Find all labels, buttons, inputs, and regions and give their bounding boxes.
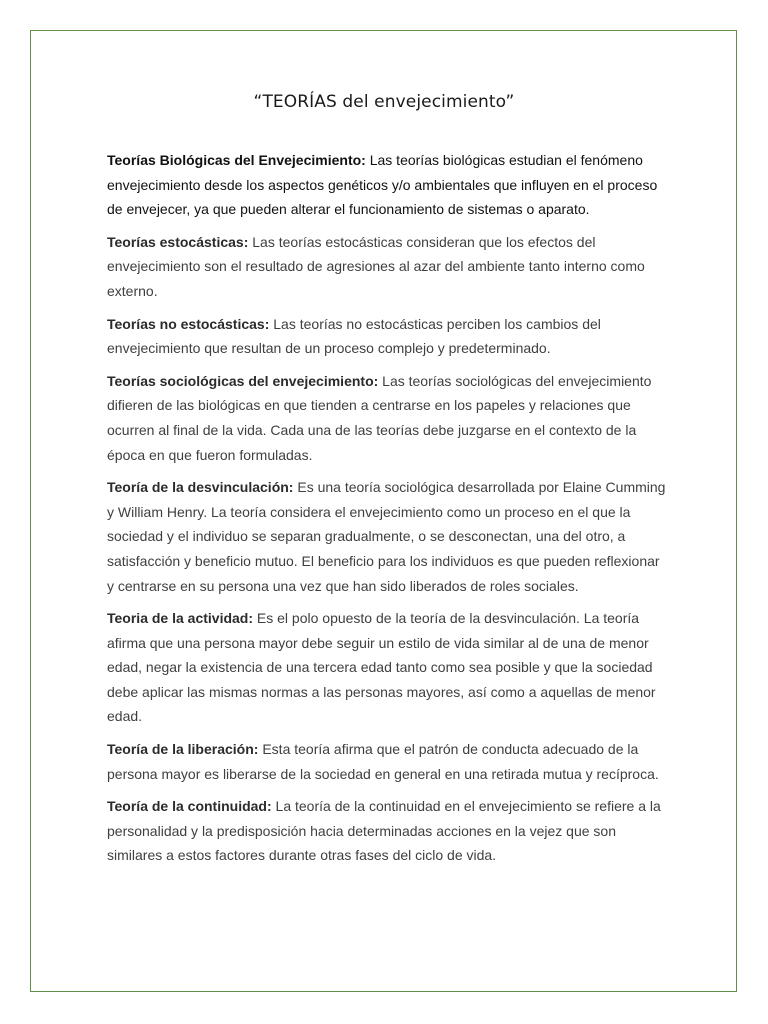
section-teorias-no-estocasticas [107,312,667,361]
section-text: La teoría de la continuidad en el envejecimiento se refiere a la personalidad y la predisposición hacia determinadas acciones en la vejez que son similares a estos factores durante otras fases del ciclo de vida. [107,798,661,864]
section-term: Teoría de la liberación: [107,741,259,758]
section-term: Teoria de la actividad: [107,610,254,627]
document-title: “TEORÍAS del envejecimiento” [253,92,515,112]
section-term: Teorías no estocásticas: [107,315,270,332]
section-term: Teoría de la desvinculación: [107,479,294,496]
section-text: Es una teoría sociológica desarrollada por Elaine Cumming y William Henry. La teoría considera el envejecimiento como un proceso en el que la sociedad y el individuo se separan gradualmente, o se desconectan, una del otro, a satisfacción y beneficio mutuo. El beneficio para los individuos es que pueden reflexionar y centrarse en su persona una vez que han sido liberados de roles sociales. [107,479,666,594]
section-text: Es el polo opuesto de la teoría de la desvinculación. La teoría afirma que una persona mayor debe seguir un estilo de vida similar al de una de menor edad, negar la existencia de una tercera edad tanto como sea posible y que la sociedad debe aplicar las mismas normas a las personas mayores, así como a aquellas de menor edad. [107,610,656,725]
document-body [107,148,667,876]
section-term: Teorías Biológicas del Envejecimiento: [107,152,366,168]
section-text: Las teorías estocásticas consideran que los efectos del envejecimiento son el resultado de agresiones al azar del ambiente tanto interno como externo. [107,233,645,299]
section-teoria-desvinculacion [107,475,667,598]
section-text: Las teorías biológicas estudian el fenómeno envejecimiento desde los aspectos genéticos y/o ambientales que influyen en el proceso de envejecer, ya que pueden alterar el funcionamiento de sistemas o aparato. [107,152,658,218]
section-term: Teorías estocásticas: [107,233,249,250]
section-teorias-estocasticas [107,230,667,304]
section-teoria-continuidad [107,794,667,868]
section-text: Esta teoría afirma que el patrón de conducta adecuado de la persona mayor es liberarse de la sociedad en general en una retirada mutua y recíproca. [107,741,659,782]
section-text: Las teorías no estocásticas perciben los cambios del envejecimiento que resultan de un proceso complejo y predeterminado. [107,315,601,357]
section-teorias-sociologicas [107,369,667,467]
section-teoria-actividad [107,606,667,729]
section-term: Teorías sociológicas del envejecimiento: [107,372,379,389]
section-term: Teoría de la continuidad: [107,798,272,815]
section-text: Las teorías sociológicas del envejecimiento difieren de las biológicas en que tienden a centrarse en los papeles y relaciones que ocurren al final de la vida. Cada una de las teorías debe juzgarse en el contexto de la época en que fueron formuladas. [107,372,652,463]
section-teorias-biologicas [107,148,667,222]
section-teoria-liberacion [107,737,667,786]
